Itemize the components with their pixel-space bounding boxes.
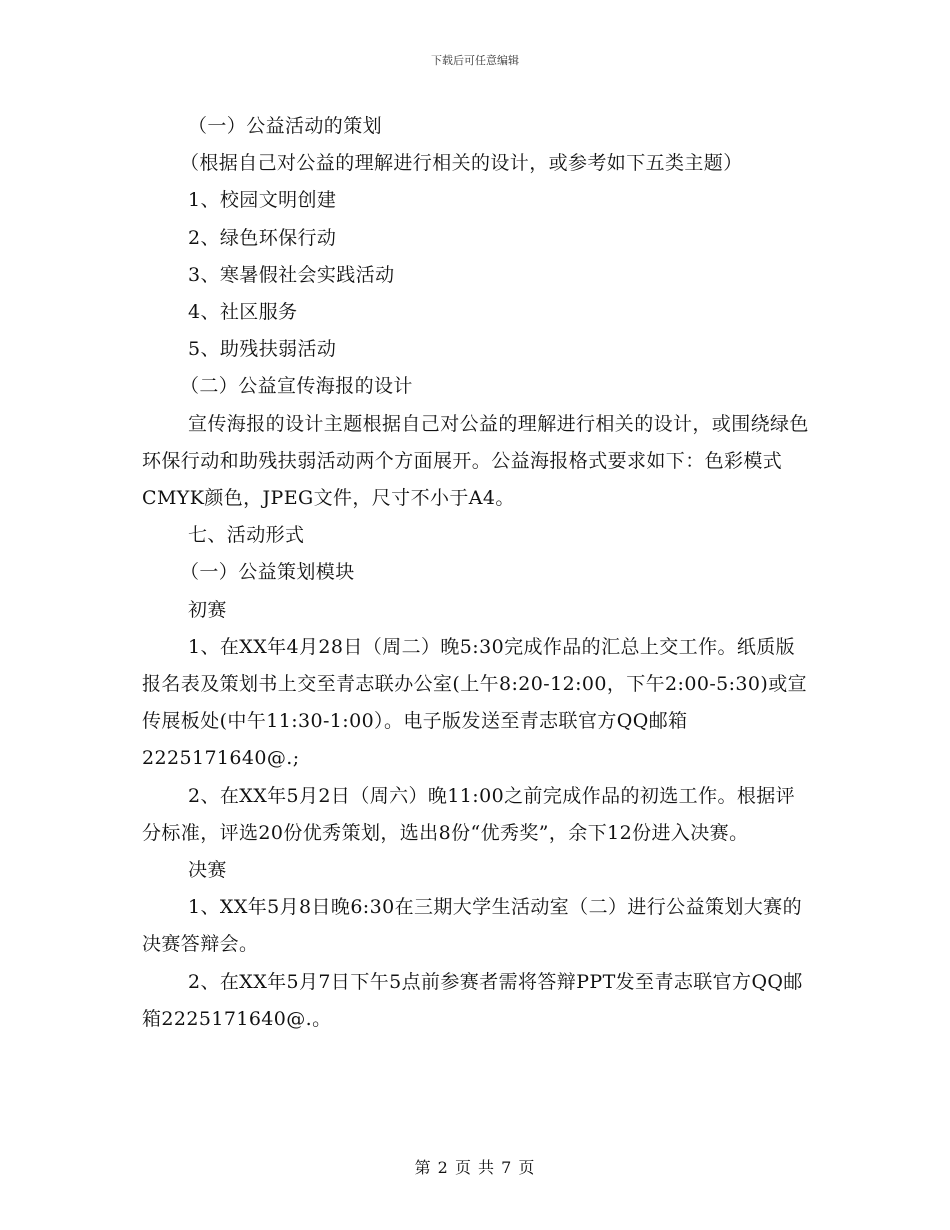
paragraph-poster-requirements: 宣传海报的设计主题根据自己对公益的理解进行相关的设计，或围绕绿色环保行动和助残扶弱活动两个方面展开。公益海报格式要求如下：色彩模式CMYK颜色，JPEG文件，尺寸不小于A4。 <box>142 412 809 510</box>
list-item-theme-4: 4、社区服务 <box>188 301 298 324</box>
list-item-theme-2: 2、绿色环保行动 <box>188 226 337 249</box>
section-heading-activity-form: 七、活动形式 <box>188 524 305 547</box>
paragraph-final-1: 1、XX年5月8日晚6:30在三期大学生活动室（二）进行公益策划大赛的决赛答辩会。 <box>142 896 802 956</box>
page-number-footer: 第 2 页 共 7 页 <box>414 1158 536 1177</box>
section-heading-planning: （一）公益活动的策划 <box>188 115 383 137</box>
subheading-final: 决赛 <box>188 859 227 882</box>
list-item-theme-5: 5、助残扶弱活动 <box>188 338 337 361</box>
paragraph-planning-note: （根据自己对公益的理解进行相关的设计，或参考如下五类主题） <box>180 152 743 175</box>
list-item-theme-3: 3、寒暑假社会实践活动 <box>188 263 395 286</box>
section-heading-planning-module: （一）公益策划模块 <box>180 561 355 584</box>
paragraph-preliminary-2: 2、在XX年5月2日（周六）晚11:00之前完成作品的初选工作。根据评分标准，评选20份优秀策划，选出8份“优秀奖”，余下12份进入决赛。 <box>142 784 796 844</box>
paragraph-final-2: 2、在XX年5月7日下午5点前参赛者需将答辩PPT发至青志联官方QQ邮箱2225171640@.。 <box>142 970 803 1030</box>
paragraph-preliminary-1: 1、在XX年4月28日（周二）晚5:30完成作品的汇总上交工作。纸质版报名表及策划书上交至青志联办公室(上午8:20-12:00，下午2:00-5:30)或宣传展板处(中午11:30-1:00）。电子版发送至青志联官方QQ邮箱2225171640@.; <box>142 635 808 770</box>
page-header: 下载后可任意编辑 <box>431 54 519 67</box>
section-heading-poster: （二）公益宣传海报的设计 <box>180 375 413 398</box>
list-item-theme-1: 1、校园文明创建 <box>188 189 337 212</box>
subheading-preliminary: 初赛 <box>188 598 227 621</box>
document-body <box>142 108 810 1038</box>
